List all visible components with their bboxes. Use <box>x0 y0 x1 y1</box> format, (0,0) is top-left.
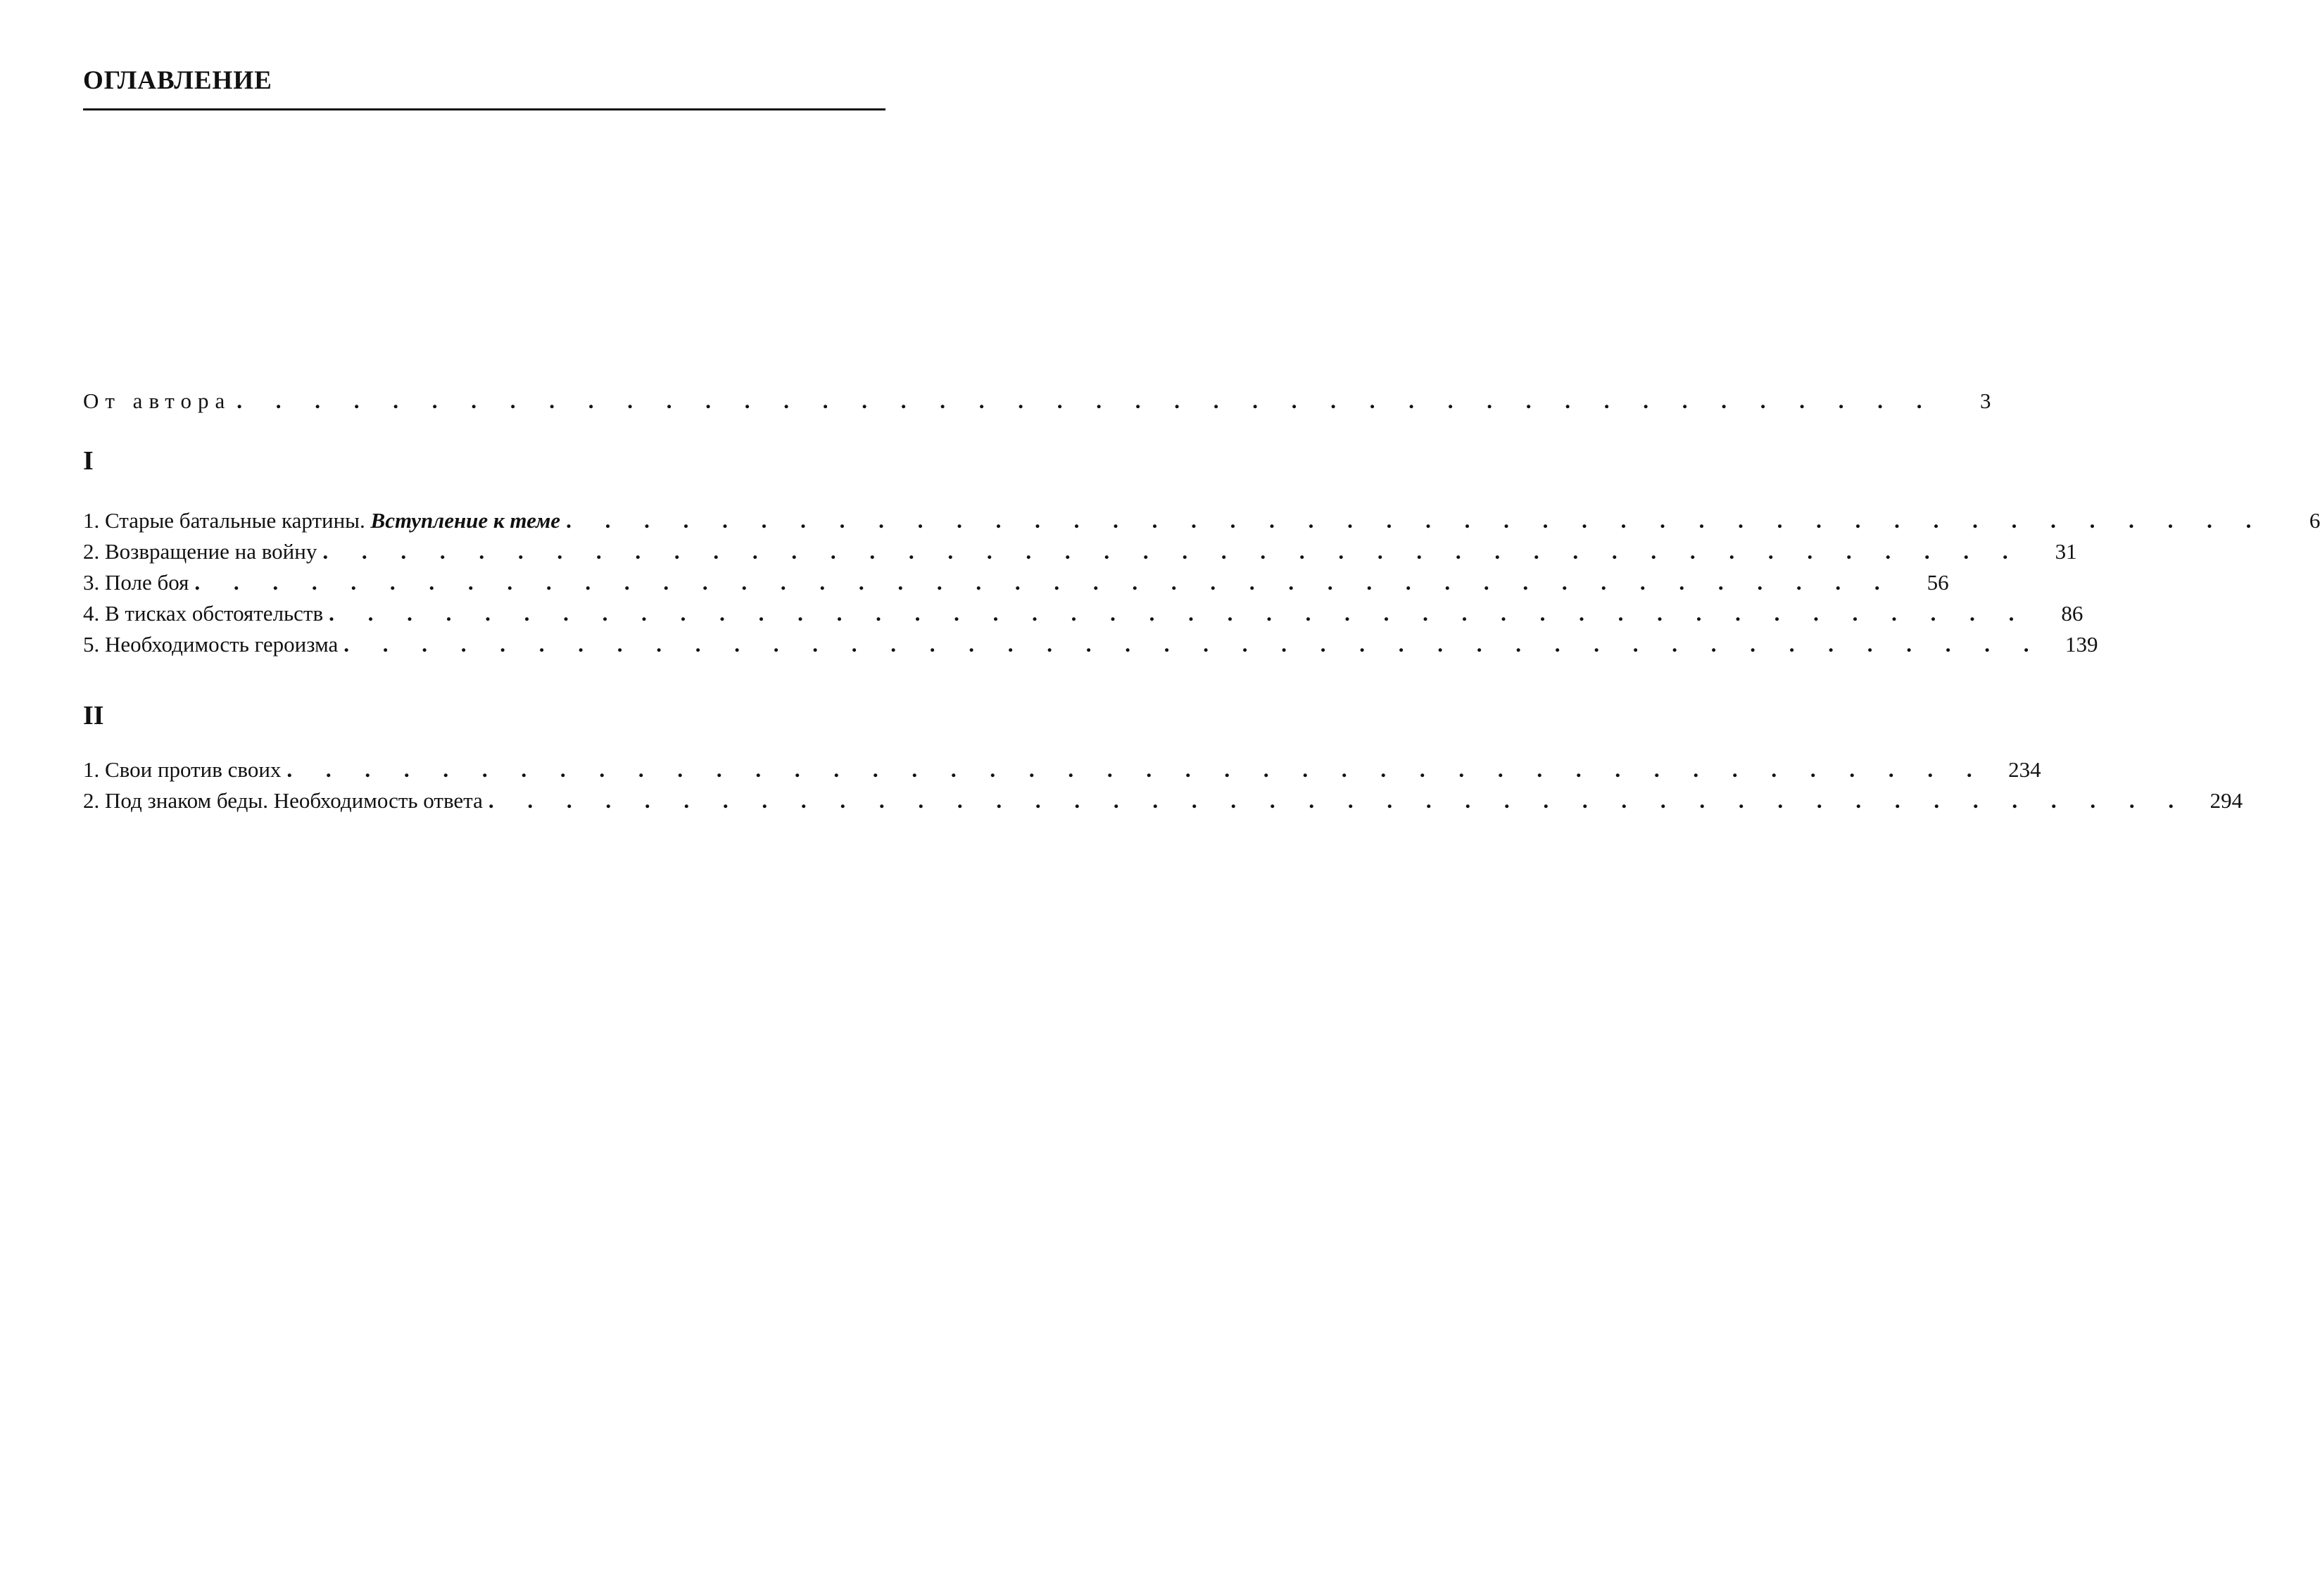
toc-entry-label <box>83 505 566 536</box>
toc-entry[interactable] <box>83 629 2098 660</box>
toc-entry-preface[interactable] <box>83 386 1991 417</box>
toc-entry-label: 4. В тисках обстоятельств <box>83 601 324 626</box>
toc-entry[interactable] <box>83 567 1949 598</box>
toc-entry[interactable] <box>83 785 2243 816</box>
dot-leader: . . . . . . . . . . . . . . . . . . . . . . . . . . . . . . . . . . . . . . . . . . . . <box>237 388 1936 413</box>
part-title-2: II <box>83 701 104 730</box>
toc-page-number: 234 <box>2008 757 2041 782</box>
toc-entry-label: 5. Необходимость героизма <box>83 632 339 657</box>
dot-leader: . . . . . . . . . . . . . . . . . . . . . . . . . . . . . . . . . . . . . . . . . . . . <box>343 632 2043 657</box>
dot-leader: . . . . . . . . . . . . . . . . . . . . . . . . . . . . . . . . . . . . . . . . . . . . <box>286 757 1986 782</box>
dot-leader: . . . . . . . . . . . . . . . . . . . . . . . . . . . . . . . . . . . . . . . . . . . . <box>322 539 2022 564</box>
toc-page-number: 56 <box>1927 570 1949 595</box>
dot-leader: . . . . . . . . . . . . . . . . . . . . . . . . . . . . . . . . . . . . . . . . . . . . <box>488 788 2188 813</box>
part-title-1: I <box>83 446 94 476</box>
toc-page-number: 294 <box>2209 788 2243 813</box>
toc-page-number: 86 <box>2061 601 2083 626</box>
toc-entry-label: 1. Свои против своих <box>83 757 282 782</box>
toc-page-number: 31 <box>2055 539 2077 564</box>
toc-entry-label: 2. Под знаком беды. Необходимость ответа <box>83 788 483 813</box>
dot-leader: . . . . . . . . . . . . . . . . . . . . . . . . . . . . . . . . . . . . . . . . . . . . <box>194 570 1894 595</box>
toc-entry[interactable] <box>83 536 2077 567</box>
toc-entry-subtitle: Вступление к теме <box>370 508 561 533</box>
toc-entry[interactable] <box>83 598 2083 629</box>
toc-entry-label: 2. Возвращение на войну <box>83 539 317 564</box>
dot-leader: . . . . . . . . . . . . . . . . . . . . . . . . . . . . . . . . . . . . . . . . . . . . <box>329 601 2029 626</box>
title-underline <box>83 108 885 110</box>
page-title: ОГЛАВЛЕНИЕ <box>83 66 272 95</box>
toc-entry-label: 3. Поле боя <box>83 570 189 595</box>
toc-page-number: 6 <box>2309 508 2320 533</box>
toc-entry-label: От автора <box>83 388 232 413</box>
dot-leader: . . . . . . . . . . . . . . . . . . . . . . . . . . . . . . . . . . . . . . . . . . . . <box>566 508 2266 533</box>
toc-entry[interactable] <box>83 754 2041 785</box>
toc-page-number: 139 <box>2065 632 2098 657</box>
toc-entry-title: 1. Старые батальные картины. <box>83 508 371 533</box>
table-of-contents-page <box>83 0 2320 1596</box>
toc-page-number: 3 <box>1979 388 1991 413</box>
toc-entry[interactable] <box>83 505 2320 536</box>
